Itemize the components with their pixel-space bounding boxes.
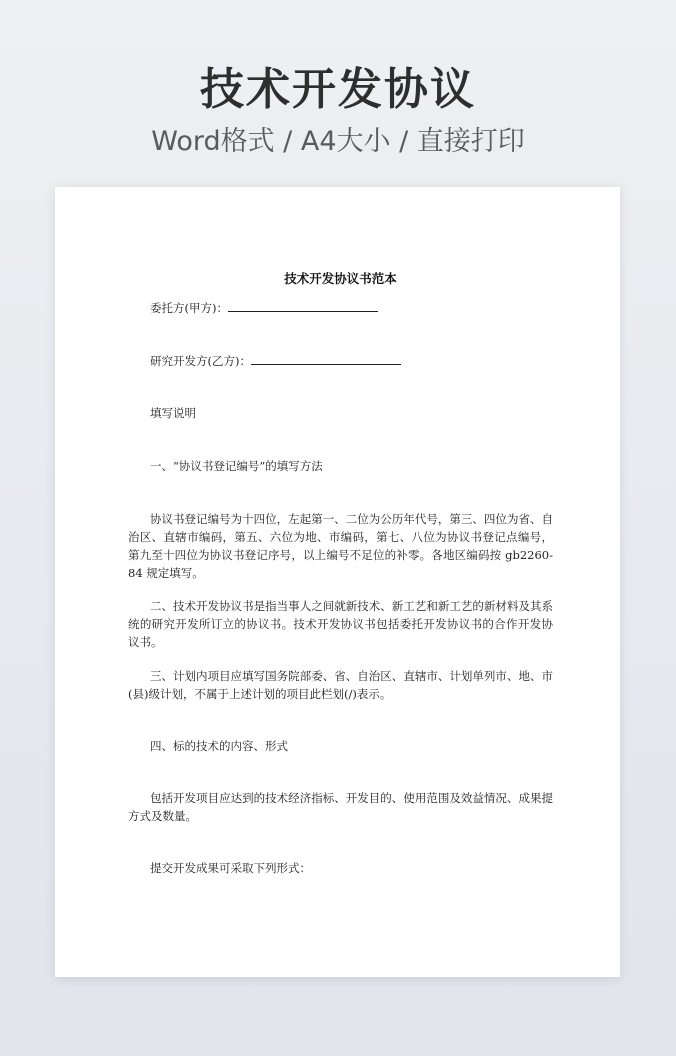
party-b-line <box>128 352 553 370</box>
header <box>0 60 676 160</box>
party-a-blank <box>228 299 378 312</box>
party-a-line <box>128 299 553 317</box>
section4-heading: 四、标的技术的内容、形式 <box>150 739 288 753</box>
party-b-label: 研究开发方(乙方)： <box>150 354 251 368</box>
section2-paragraph: 二、技术开发协议书是指当事人之间就新技术、新工艺和新工艺的新材料及其系统的研究开发所订立的协议书。技术开发协议书包括委托开发协议书的合作开发协议书。 <box>128 599 553 649</box>
section1-paragraph: 协议书登记编号为十四位，左起第一、二位为公历年代号，第三、四位为省、自治区、直辖市编码，第五、六位为地、市编码，第七、八位为协议书登记点编号，第九至十四位为协议书登记序号，以上编号不足位的补零。各地区编码按 gb2260-84 规定填写。 <box>128 512 553 580</box>
party-a-label: 委托方(甲方)： <box>150 301 228 315</box>
instructions-heading: 填写说明 <box>150 406 196 420</box>
section3-paragraph: 三、计划内项目应填写国务院部委、省、自治区、直辖市、计划单列市、地、市(县)级计划，不属于上述计划的项目此栏划(/)表示。 <box>128 669 553 701</box>
submission-line: 提交开发成果可采取下列形式： <box>150 861 311 875</box>
section4-paragraph: 包括开发项目应达到的技术经济指标、开发目的、使用范围及效益情况、成果提方式及数量。 <box>128 791 553 823</box>
page-subtitle: Word格式 / A4大小 / 直接打印 <box>151 126 525 157</box>
document-title: 技术开发协议书范本 <box>284 271 397 286</box>
section1-heading: 一、“协议书登记编号”的填写方法 <box>150 459 323 473</box>
party-b-blank <box>251 352 401 365</box>
page-title: 技术开发协议 <box>200 64 476 115</box>
document-page <box>55 187 620 977</box>
